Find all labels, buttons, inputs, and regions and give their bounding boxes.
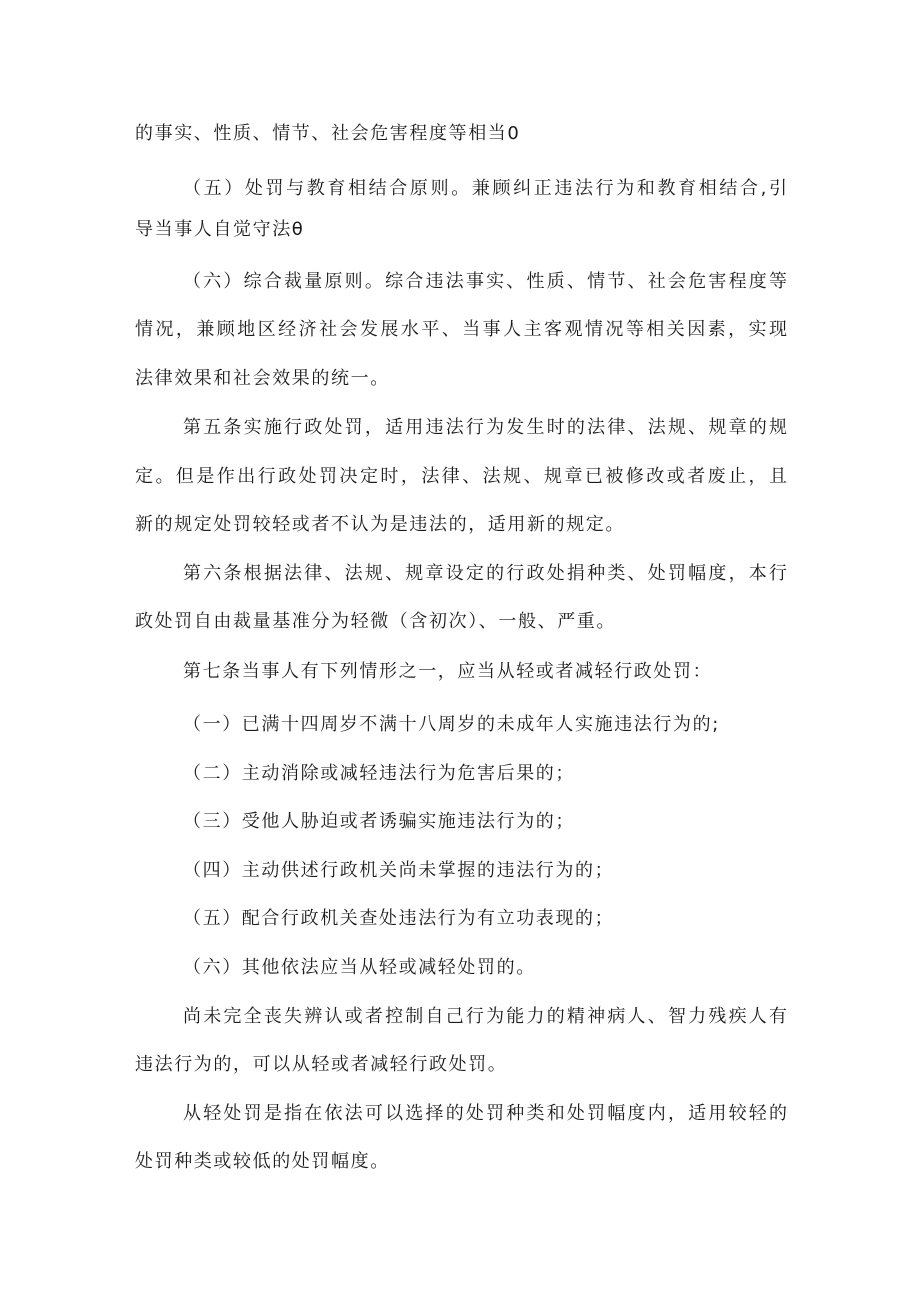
text-line: 法律效果和社会效果的统一。	[135, 368, 390, 389]
text-line: 第六条根据法律、法规、规章设定的行政处捐种类、处罚幅度，本行	[183, 563, 787, 584]
list-item: （五）配合行政机关查处违法行为有立功表现的；	[183, 908, 615, 929]
text-line: 情况，兼顾地区经济社会发展水平、当事人主客观情况等相关因素，实现	[135, 319, 787, 340]
text-line: 第五条实施行政处罚，适用违法行为发生时的法律、法规、规章的规	[183, 417, 787, 438]
text-line: 第七条当事人有下列情形之一，应当从轻或者减轻行政处罚：	[183, 661, 713, 682]
text-line: 政处罚自由裁量基准分为轻微（含初次）、一般、严重。	[135, 611, 616, 632]
text-line: 尚未完全丧失辨认或者控制自己行为能力的精神病人、智力残疾人有	[183, 1006, 787, 1027]
text-line: （五）处罚与教育相结合原则。兼顾纠正违法行为和教育相结合,引	[183, 178, 787, 199]
text-line: 导当事人自觉守法θ	[135, 219, 305, 240]
text-line: 新的规定处罚较轻或者不认为是违法的，适用新的规定。	[135, 514, 625, 535]
text-line: 从轻处罚是指在依法可以选择的处罚种类和处罚幅度内，适用较轻的	[183, 1103, 787, 1124]
list-item: （四）主动供述行政机关尚未掌握的违法行为的；	[183, 860, 615, 881]
list-item: （一）已满十四周岁不满十八周岁的未成年人实施违法行为的;	[183, 714, 720, 735]
text-line: 的事实、性质、情节、社会危害程度等相当0	[135, 123, 521, 144]
list-item: （三）受他人胁迫或者诱骗实施违法行为的；	[183, 811, 575, 832]
text-line: 处罚种类或较低的处罚幅度。	[135, 1151, 390, 1172]
text-line: （六）综合裁量原则。综合违法事实、性质、情节、社会危害程度等	[183, 271, 787, 292]
text-line: 违法行为的，可以从轻或者减轻行政处罚。	[135, 1054, 508, 1075]
list-item: （六）其他依法应当从轻或减轻处罚的。	[183, 957, 536, 978]
text-line: 定。但是作出行政处罚决定时，法律、法规、规章已被修改或者废止，且	[135, 466, 787, 487]
list-item: （二）主动消除或减轻违法行为危害后果的；	[183, 763, 575, 784]
